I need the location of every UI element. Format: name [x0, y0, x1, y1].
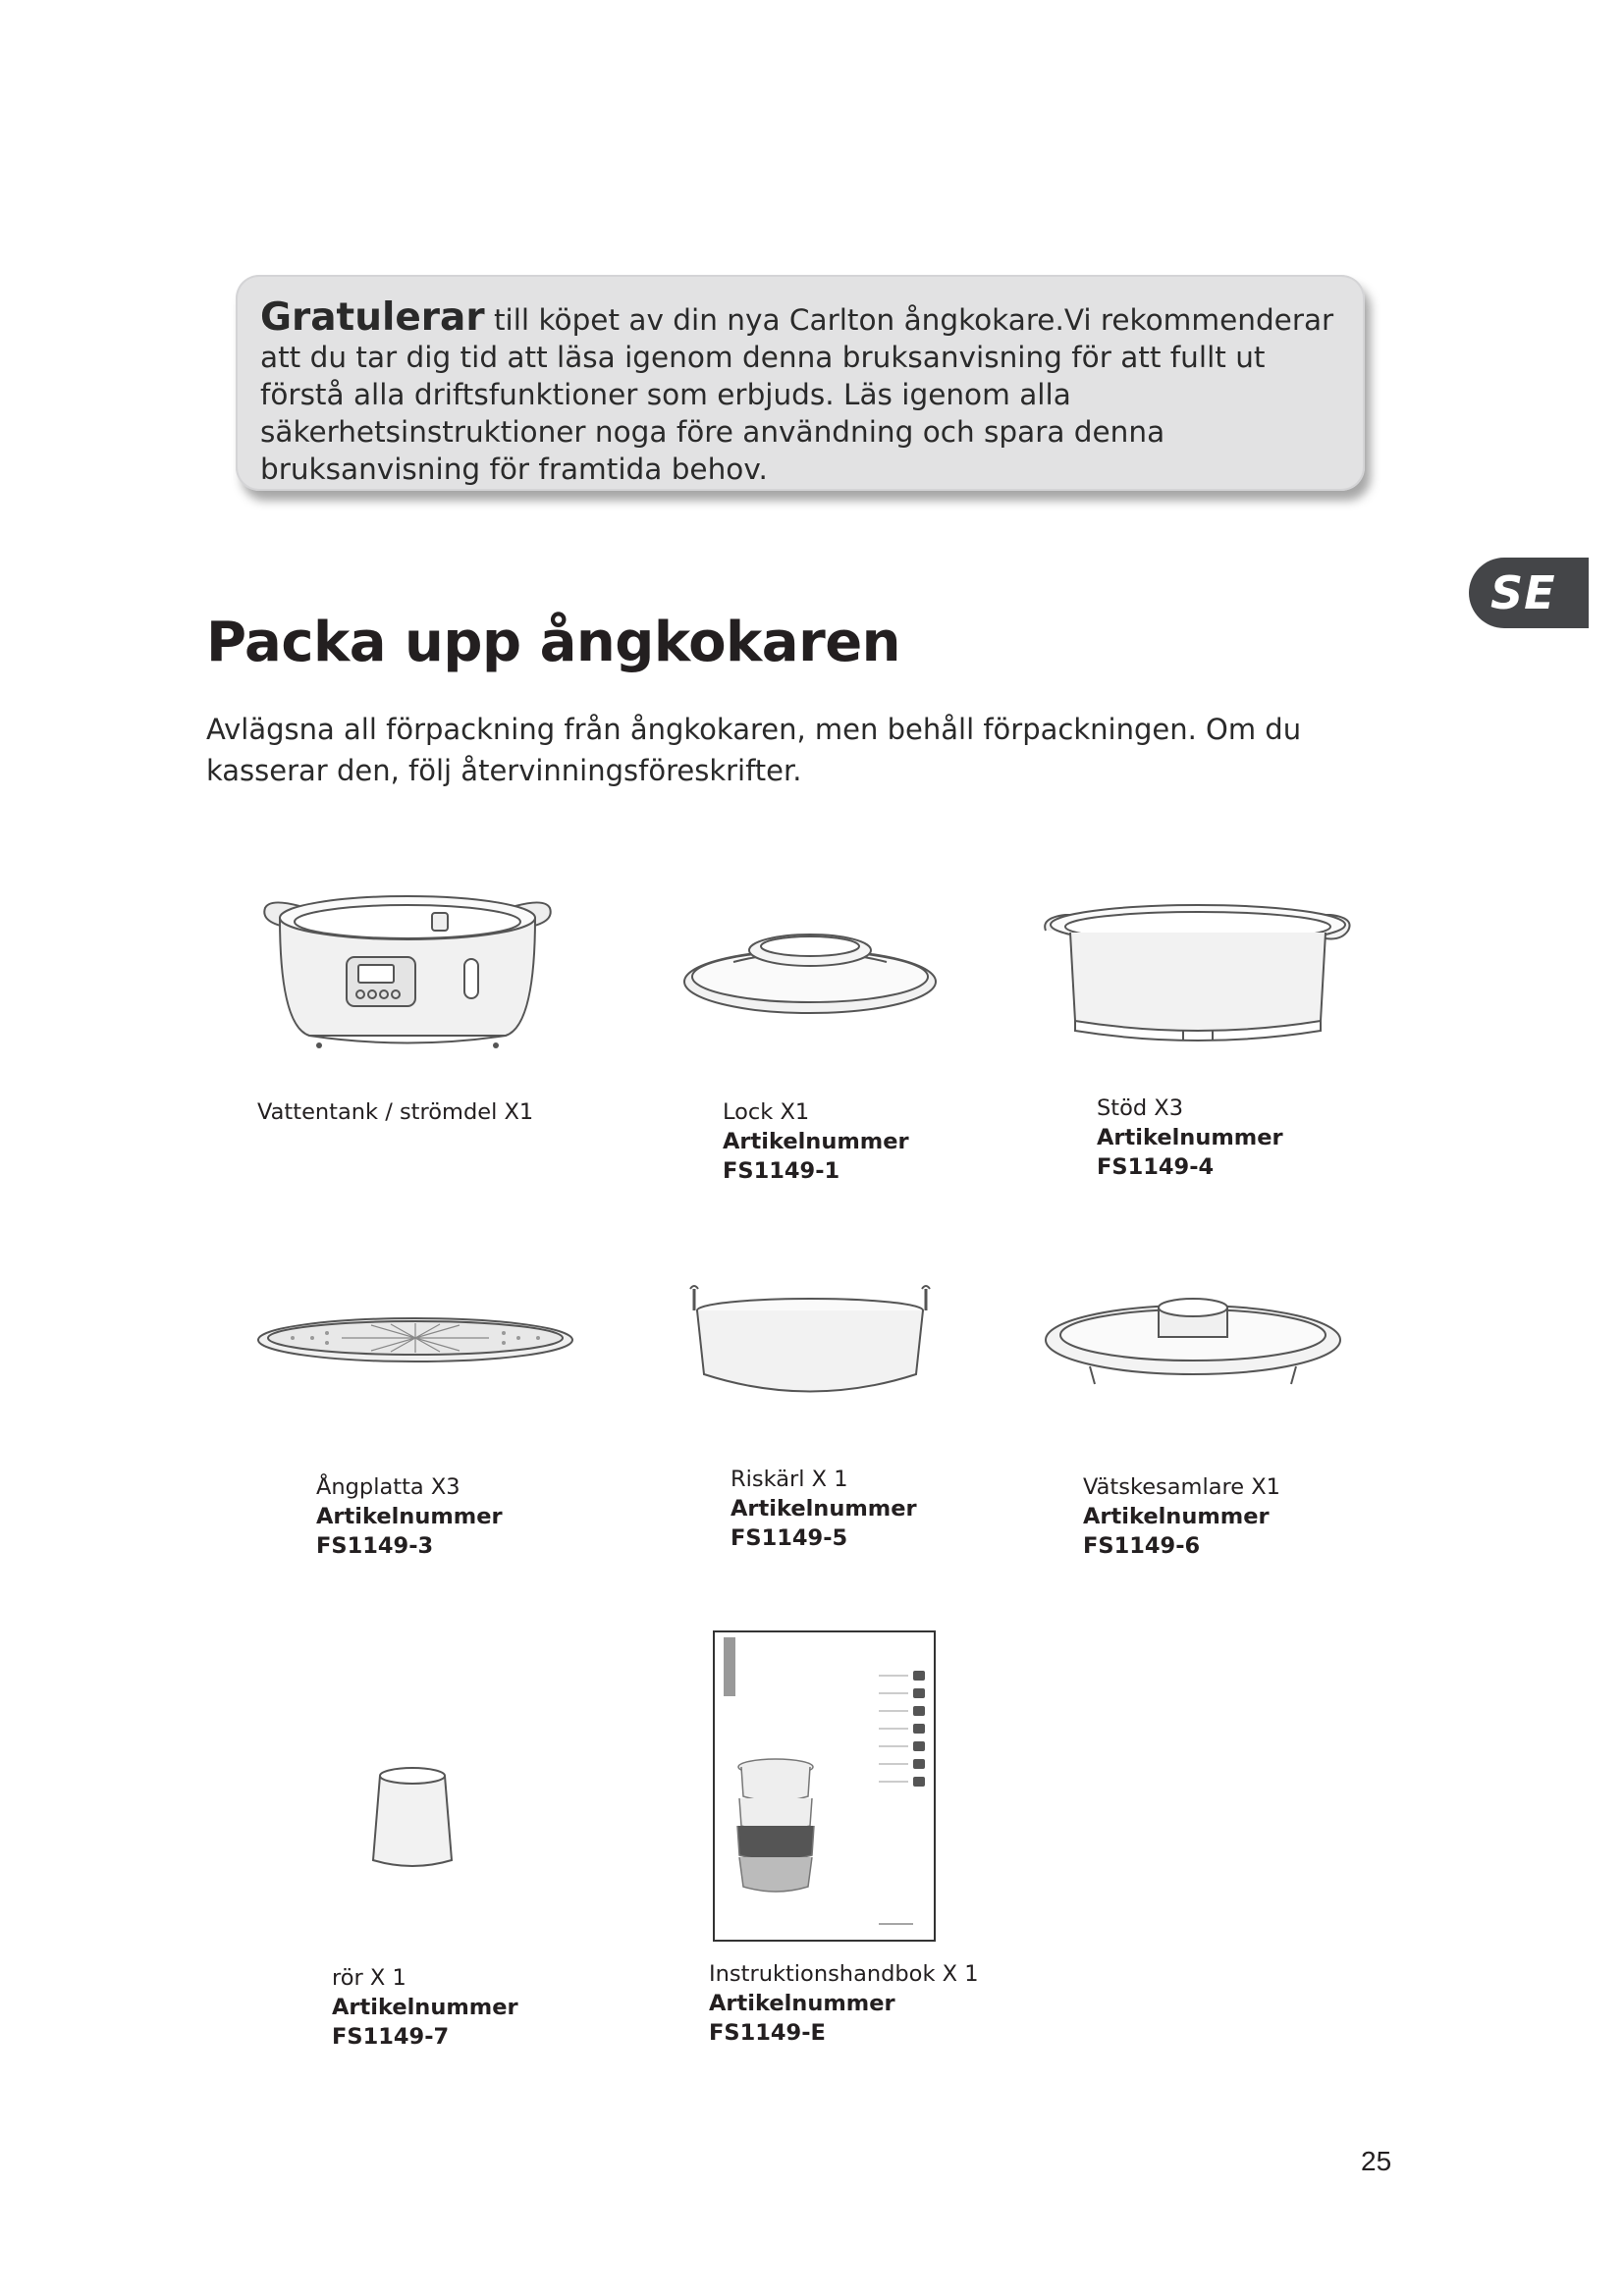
item-name: Lock X1: [723, 1099, 810, 1125]
page-number: 25: [1361, 2146, 1392, 2176]
item-art-number: FS1149-E: [709, 2020, 826, 2046]
item-art-number: FS1149-4: [1097, 1154, 1215, 1180]
lid-illustration: [673, 923, 947, 1021]
item-name: Instruktionshandbok X 1: [709, 1961, 979, 1987]
item-name: Ångplatta X3: [316, 1474, 460, 1500]
item-art-label: Artikelnummer: [709, 1991, 895, 2016]
intro-text: till köpet av din nya Carlton ångkokare.Vi rekommenderar att du tar dig tid att läsa igenom denna bruksanvisning för att fullt ut förstå alla driftsfunktioner som erbjuds. Läs igenom alla säkerhetsinstruktioner noga före användning och spara denna bruksanvisning för framtida behov.: [260, 303, 1334, 486]
language-tab: SE: [1469, 558, 1589, 628]
item-name: Stöd X3: [1097, 1095, 1184, 1121]
item-art-label: Artikelnummer: [731, 1496, 917, 1522]
item-art-label: Artikelnummer: [332, 1995, 518, 2020]
item-art-number: FS1149-7: [332, 2024, 450, 2050]
rice-bowl-illustration: [682, 1281, 938, 1409]
steam-plate-illustration: [253, 1306, 577, 1374]
item-label-tube: [332, 1963, 518, 2052]
intro-lead: Gratulerar: [260, 295, 485, 340]
item-name: rör X 1: [332, 1965, 406, 1991]
item-label-manual: [709, 1959, 979, 2048]
item-label-rice-bowl: [731, 1465, 917, 1553]
item-art-label: Artikelnummer: [316, 1504, 503, 1529]
item-art-number: FS1149-5: [731, 1525, 848, 1551]
item-label-lid: [723, 1097, 909, 1186]
water-tank-illustration: [250, 879, 565, 1050]
item-art-number: FS1149-3: [316, 1533, 434, 1559]
item-label-support: [1097, 1094, 1283, 1182]
steamer-bowl-illustration: [1036, 893, 1360, 1050]
item-art-number: FS1149-1: [723, 1158, 840, 1184]
item-art-label: Artikelnummer: [1083, 1504, 1270, 1529]
item-art-label: Artikelnummer: [1097, 1125, 1283, 1150]
section-body: Avlägsna all förpackning från ångkokaren, men behåll förpackningen. Om du kasserar den, följ återvinningsföreskrifter.: [206, 713, 1302, 787]
liquid-collector-illustration: [1041, 1286, 1345, 1394]
item-art-label: Artikelnummer: [723, 1129, 909, 1154]
item-name: Vätskesamlare X1: [1083, 1474, 1280, 1500]
item-label-water-tank: [257, 1097, 533, 1127]
item-name: Riskärl X 1: [731, 1467, 848, 1492]
intro-paragraph: [260, 295, 1340, 488]
item-name: Vattentank / strömdel X1: [257, 1099, 534, 1125]
section-heading: Packa upp ångkokaren: [206, 611, 901, 674]
tube-illustration: [368, 1762, 457, 1875]
item-label-liquid-collector: [1083, 1472, 1280, 1561]
manual-illustration: [712, 1629, 938, 1944]
item-label-steam-plate: [316, 1472, 503, 1561]
item-art-number: FS1149-6: [1083, 1533, 1201, 1559]
